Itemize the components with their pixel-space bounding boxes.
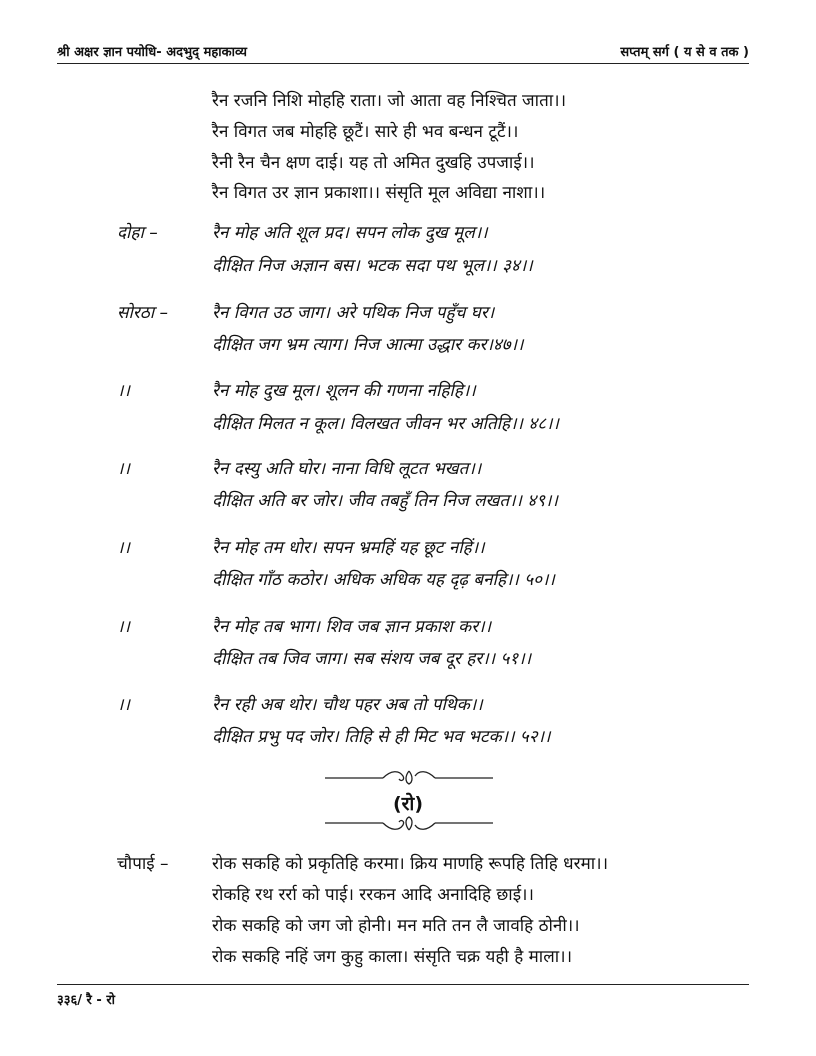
verse-label: ।। <box>117 617 130 637</box>
chapter-title: सप्तम् सर्ग ( य से व तक ) <box>620 45 749 60</box>
verse-line: रैन दस्यु अति घोर। नाना विधि लूटत भखत।। <box>212 459 482 479</box>
verse-label: दोहा – <box>117 223 158 243</box>
verse-line: दीक्षित निज अज्ञान बस। भटक सदा पथ भूल।। ३४।। <box>212 256 533 276</box>
verse-line: दीक्षित जग भ्रम त्याग। निज आत्मा उद्धार कर।४७।। <box>212 335 524 355</box>
page-header <box>57 36 749 64</box>
verse-label: ।। <box>117 695 130 715</box>
verse-label: ।। <box>117 381 130 401</box>
book-title: श्री अक्षर ज्ञान पयोधि- अदभुद् महाकाव्य <box>57 45 247 60</box>
verse-line: रैन मोह तब भाग। शिव जब ज्ञान प्रकाश कर।। <box>212 617 492 637</box>
verse-line: दीक्षित तब जिव जाग। सब संशय जब दूर हर।। ५१।। <box>212 649 532 669</box>
verse-label: ।। <box>117 538 130 558</box>
verse-line: रैन मोह दुख मूल। शूलन की गणना नहिहि।। <box>212 381 476 401</box>
verse-label: चौपाई – <box>117 854 169 874</box>
verse-line: रैन विगत जब मोहहि छूटैं। सारे ही भव बन्धन टूटैं।। <box>212 122 519 142</box>
verse-line: रोक सकहि नहिं जग कुहु काला। संसृति चक्र यही है माला।। <box>212 947 573 967</box>
verse-line: रैन विगत उर ज्ञान प्रकाशा।। संसृति मूल अविद्या नाशा।। <box>212 183 546 203</box>
footer-rule <box>57 984 749 985</box>
verse-line: दीक्षित अति बर जोर। जीव तबहुँ तिन निज लखत।। ४९।। <box>212 491 558 511</box>
verse-line: दीक्षित मिलत न कूल। विलखत जीवन भर अतिहि।। ४८।। <box>212 414 559 434</box>
verse-line: रैनी रैन चैन क्षण दाई। यह तो अमित दुखहि उपजाई।। <box>212 153 535 173</box>
verse-line: रोकहि रथ रर्रा को पाई। ररकन आदि अनादिहि छाई।। <box>212 885 534 905</box>
ornament-divider-top <box>325 768 493 786</box>
page-footer: ३३६/ रै - रो <box>57 993 116 1008</box>
verse-line: दीक्षित प्रभु पद जोर। तिहि से ही मिट भव भटक।। ५२।। <box>212 727 551 747</box>
verse-line: रैन मोह तम धोर। सपन भ्रमहिं यह छूट नहिं।। <box>212 538 485 558</box>
ornament-divider-bottom <box>325 815 493 833</box>
verse-line: रैन विगत उठ जाग। अरे पथिक निज पहुँच घर। <box>212 303 495 323</box>
verse-label: सोरठा – <box>117 303 169 323</box>
verse-line: रोक सकहि को प्रकृतिहि करमा। क्रिय माणहि रूपहि तिहि धरमा।। <box>212 854 609 874</box>
verse-line: रोक सकहि को जग जो होनी। मन मति तन लै जावहि ठोनी।। <box>212 916 580 936</box>
verse-line: रैन रजनि निशि मोहहि राता। जो आता वह निश्चित जाता।। <box>212 91 567 111</box>
verse-line: दीक्षित गाँठ कठोर। अधिक अधिक यह दृढ़ बनहि।। ५०।। <box>212 570 555 590</box>
verse-label: ।। <box>117 459 130 479</box>
verse-line: रैन मोह अति शूल प्रद। सपन लोक दुख मूल।। <box>212 223 488 243</box>
section-heading: (रो) <box>392 793 424 815</box>
verse-line: रैन रही अब थोर। चौथ पहर अब तो पथिक।। <box>212 695 483 715</box>
